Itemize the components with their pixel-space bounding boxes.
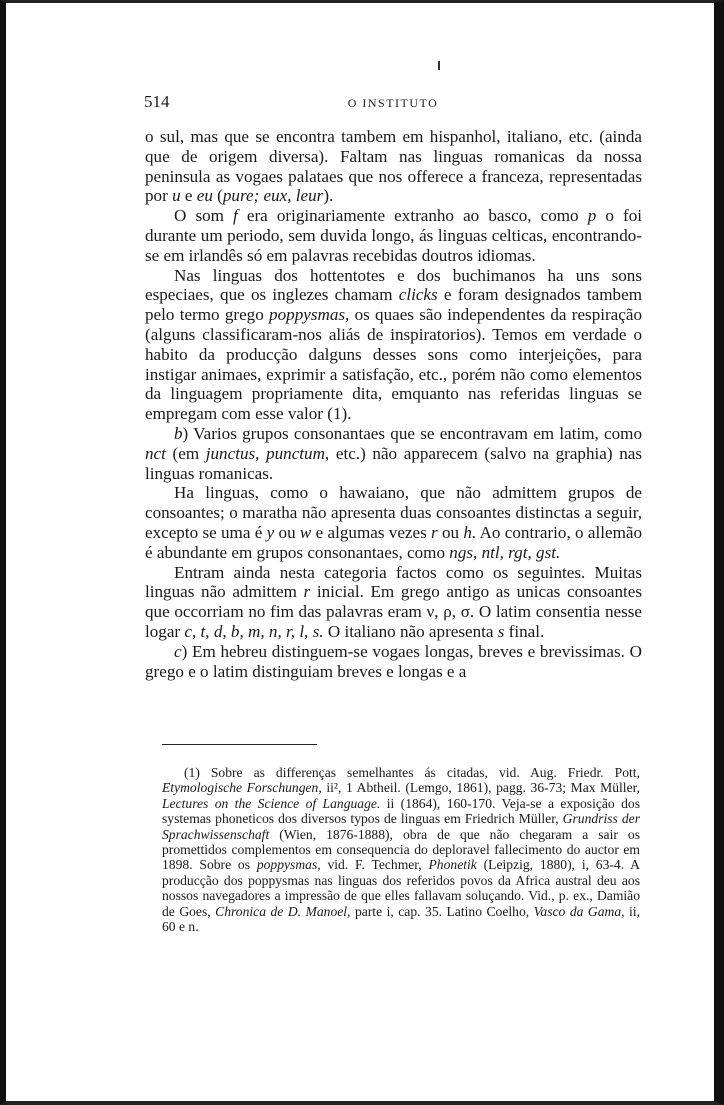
italic-text-run: f: [233, 206, 238, 226]
paragraph-4: [145, 424, 642, 483]
italic-text-run: c: [174, 641, 182, 661]
text-run: Entram ainda nesta categoria factos como os seguintes. Muitas linguas não admittem: [145, 562, 642, 602]
italic-text-run: poppysmas,: [269, 305, 350, 325]
italic-text-run: u: [172, 186, 181, 206]
italic-text-run: r: [303, 582, 311, 602]
text-run: e foram designados tambem pelo termo grego: [145, 285, 642, 325]
paragraph-1: [145, 127, 642, 206]
text-run: etc.) não apparecem (salvo na graphia) nas linguas romanicas.: [145, 443, 642, 483]
italic-text-run: Lectures on the Science of Language.: [162, 795, 381, 811]
text-run: e algumas vezes: [311, 522, 432, 542]
text-run: o foi durante um periodo, sem duvida longo, ás linguas celticas, encontrando-se em irlandês só em palavras recebidas doutros idiomas.: [145, 206, 642, 265]
italic-text-run: ngs, ntl, rgt, gst.: [449, 542, 561, 562]
text-run: inicial. Em grego antigo as unicas consoantes que occorriam no fim das palavras eram ν, ρ, σ. O latim consentia nesse logar: [145, 582, 642, 641]
text-run: (: [212, 186, 223, 206]
italic-text-run: pure; eux, leur: [222, 186, 324, 206]
text-run: ii², 1 Abtheil. (Lemgo, 1861), pagg. 36-73; Max Müller,: [321, 780, 640, 796]
text-run: ii (1864), 160-170. Veja-se a exposição dos systemas phoneticos dos diversos typos de linguas em Friedrich Müller,: [162, 795, 640, 827]
text-run: ).: [323, 186, 334, 206]
text-run: (Wien, 1876-1888), obra de que não chegaram a sair os promettidos complementos em consequencia do deploravel fallecimento do auctor em 1898. Sobre os: [162, 826, 640, 873]
text-run: ou: [437, 522, 464, 542]
text-run: (em: [165, 443, 206, 463]
italic-text-run: s: [497, 621, 505, 641]
running-head: O INSTITUTO: [347, 96, 439, 110]
paragraph-5: [145, 483, 642, 562]
italic-text-run: eu: [196, 186, 213, 206]
text-run: (Leipzig, 1880), i, 63-4. A producção dos poppysmas nas linguas dos referidos povos da Africa austral deu aos nossos navegadores a impressão de que elles fallavam soluçando. Vid., p. ex., Damião de Goes,: [162, 857, 640, 919]
italic-text-run: poppysmas,: [256, 857, 321, 873]
italic-text-run: p: [587, 206, 597, 226]
text-run: O som: [174, 206, 234, 226]
paragraph-6: [145, 563, 642, 642]
text-run: ii, 60 e n.: [162, 903, 641, 935]
text-run: ) Varios grupos consonantaes que se encontravam em latim, como: [182, 423, 642, 443]
text-run: ) Em hebreu distinguem-se vogaes longas, breves e brevissimas. O grego e o latim distinguiam breves e longas e a: [145, 641, 642, 681]
text-run: final.: [504, 621, 545, 641]
main-text: [145, 127, 642, 681]
italic-text-run: Chronica de D. Manoel,: [215, 903, 351, 919]
text-run: O italiano não apresenta: [323, 621, 498, 641]
print-mark: [438, 61, 440, 70]
page-number: 514: [144, 92, 170, 111]
italic-text-run: nct: [145, 443, 166, 463]
italic-text-run: junctus, punctum,: [205, 443, 330, 463]
paragraph-7: [145, 642, 642, 682]
text-run: e: [180, 186, 197, 206]
italic-text-run: b: [174, 423, 183, 443]
text-run: (1) Sobre as differenças semelhantes ás citadas, vid. Aug. Friedr. Pott,: [184, 765, 640, 780]
paragraph-3: [145, 266, 642, 424]
text-run: Ao contrario, o allemão é abundante em grupos consonantaes, como: [145, 522, 643, 562]
paragraph-2: [145, 206, 642, 265]
page-header: [144, 92, 642, 114]
italic-text-run: clicks: [398, 285, 438, 305]
footnote-rule: [162, 744, 317, 745]
italic-text-run: h.: [463, 522, 477, 542]
text-run: Ha linguas, como o hawaiano, que não admittem grupos de consoantes; o maratha não apresenta duas consoantes distinctas a seguir, excepto se uma é: [145, 483, 642, 542]
italic-text-run: c, t, d, b, m, n, r, l, s.: [184, 621, 324, 641]
text-run: era originariamente extranho ao basco, como: [237, 206, 588, 226]
italic-text-run: y: [266, 522, 275, 542]
footnote-1: [162, 765, 640, 934]
italic-text-run: Vasco da Gama,: [533, 903, 625, 919]
text-run: os quaes são independentes da respiração (alguns classificaram-nos aliás de inspiratorios). Temos em verdade o habito da producção dalguns desses sons como interjeições, para instigar animaes, exprimir a satisfação, etc., porém não como elementos da linguagem propriamente dita, emquanto nas referidas linguas se empregam com esse valor (1).: [145, 305, 642, 424]
italic-text-run: Grundriss der Sprachwissenschaft: [162, 811, 641, 842]
italic-text-run: Phonetik: [428, 857, 477, 873]
text-run: vid. F. Techmer,: [320, 857, 429, 873]
footnote: [162, 765, 640, 934]
italic-text-run: Etymologische Forschungen,: [162, 780, 322, 796]
text-run: o sul, mas que se encontra tambem em hispanhol, italiano, etc. (ainda que de origem diversa). Faltam nas linguas romanicas da nossa peninsula as vogaes palataes que nos offerece a franceza, representadas por: [145, 127, 642, 206]
text-run: parte i, cap. 35. Latino Coelho,: [350, 903, 534, 919]
text-run: Nas linguas dos hottentotes e dos buchimanos ha uns sons especiaes, que os inglezes chamam: [145, 265, 642, 305]
italic-text-run: w: [299, 522, 312, 542]
text-run: ou: [274, 522, 300, 542]
italic-text-run: r: [431, 522, 438, 542]
